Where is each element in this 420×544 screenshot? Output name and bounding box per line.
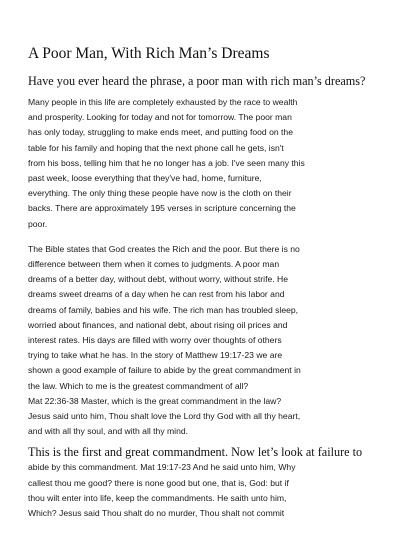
section-3-line: abide by this commandment. Mat 19:17-23 And he said unto him, Why [28, 462, 296, 473]
section-1-line: table for his family and hoping that the next phone call he gets, isn't [28, 142, 284, 153]
section-2-line: worried about finances, and national debt, about rising oil prices and [28, 319, 288, 330]
section-3 [28, 445, 396, 521]
section-2-line: dreams sweet dreams of a day when he can rest from his labor and [28, 289, 285, 300]
section-2-line: trying to take what he has. In the story of Matthew 19:17-23 we are [28, 350, 283, 361]
section-2-line: Mat 22:36-38 Master, which is the great commandment in the law? [28, 395, 282, 406]
section-1 [28, 74, 396, 232]
section-1-line: poor. [28, 218, 48, 229]
document-title: A Poor Man, With Rich Man’s Dreams [28, 45, 270, 62]
section-1-line: has only today, struggling to make ends meet, and putting food on the [28, 127, 293, 138]
section-2-line: The Bible states that God creates the Rich and the poor. But there is no [28, 243, 300, 254]
section-2 [28, 242, 396, 440]
section-1-line: and prosperity. Looking for today and not for tomorrow. The poor man [28, 112, 292, 123]
section-1-line: backs. There are approximately 195 verses in scripture concerning the [28, 203, 296, 214]
section-2-line: shown a good example of failure to abide by the great commandment in [28, 365, 301, 376]
section-1-line: Many people in this life are completely exhausted by the race to wealth [28, 97, 298, 107]
section-3-line: callest thou me good? there is none good but one, that is, God: but if [28, 477, 289, 488]
section-1-line: everything. The only thing these people have now is the cloth on their [28, 188, 292, 199]
section-1-line: past week, loose everything that they've had, home, furniture, [28, 173, 262, 184]
section-2-line: dreams of family, babies and his wife. The rich man has troubled sleep, [28, 304, 299, 315]
section-3-lead: This is the first and great commandment. Now let’s look at failure to [28, 445, 363, 460]
section-2-line: dreams of a better day, without debt, without worry, without strife. He [28, 274, 288, 285]
section-2-line: interest rates. His days are filled with worry over thoughts of others [28, 335, 282, 346]
section-1-lead: Have you ever heard the phrase, a poor man with rich man’s dreams? [28, 74, 366, 88]
section-2-line: and with all thy soul, and with all thy mind. [28, 426, 189, 437]
section-1-line: from his boss, telling him that he no longer has a job. I've seen many this [28, 157, 305, 168]
section-2-line: the law. Which to me is the greatest commandment of all? [28, 380, 249, 391]
section-2-line: difference between them when it comes to judgments. A poor man [28, 259, 280, 270]
document-page [28, 44, 396, 521]
section-3-line: Which? Jesus said Thou shalt do no murder, Thou shalt not commit [28, 508, 285, 519]
section-3-line: thou wilt enter into life, keep the commandments. He saith unto him, [28, 492, 287, 503]
section-2-line: Jesus said unto him, Thou shalt love the Lord thy God with all thy heart, [28, 411, 301, 422]
